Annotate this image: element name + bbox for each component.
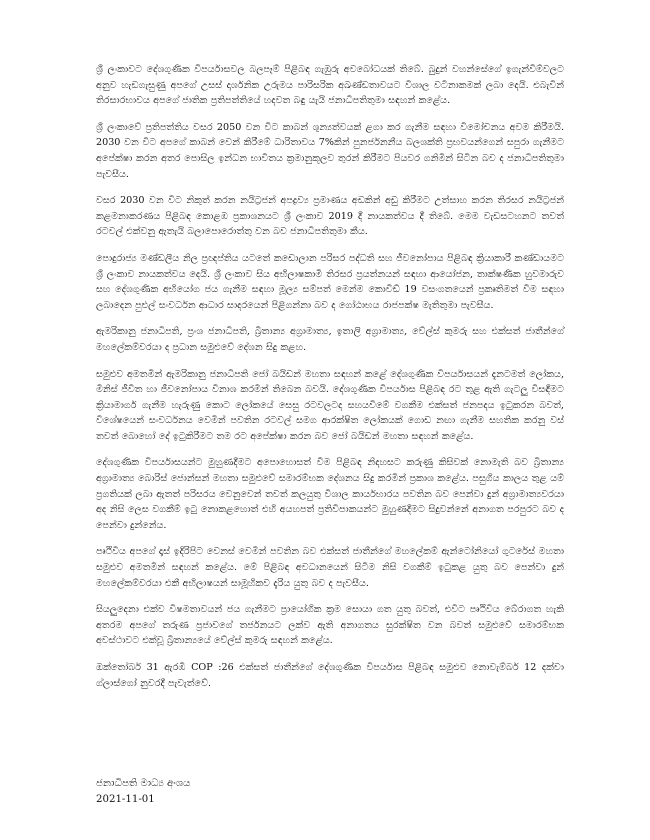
paragraph-heritage: ශ්‍රී ලංකාවට දේශගුණික විපර්යාසවල බලපෑම් පිළිබඳ ගැඹුරු අවබෝධයක් තිබේ. බුදුන් වහන්සේගේ ඉගැන්වීම්වලට අනුව හැඩගැසුණු අපගේ උසස් දාර්ශනික උරුමය පාරිසරික අඛණ්ඩතාවයට විශාල වටිනාකමක් ලබා දෙයි. එබැවින් තිරසාරභාවය අපගේ ජාතික ප්‍රතිපත්තියේ හදවත බඳු යැයි ජනාධිපතිතුමා සඳහන් කළේය.: [96, 64, 564, 107]
paragraph-johnson: දේශගුණික විපර්යාසයන්ට මුහුණදීමට අපොහොසත් වීම පිළිබඳ නිදහසට කරුණු කිසිවක් නොමැති බව බ්‍රිතාන්‍ය අග්‍රාමාත්‍ය බොරිස් ජොන්සන් මහතා සමුළුවේ සමාරම්භක දේශනය සිදු කරමින් ප්‍රකාශ කළේය. පසුගිය කාලය තුළ යම් ප්‍රගතියක් ලබා ඇතත් පරිසරය වෙනුවෙන් තවත් කලයුතු විශාල කාර්යභාරය පවතින බව පෙන්වා දුන් අග්‍රාමාත්‍යවරයා අද නිසි ලෙස වගකීම් ඉටු නොකළහොත් එහි අයහපත් ප්‍රතිවිපාකයන්ට මුහුණදීමට සිදුවන්නේ අනාගත පරපුරට බව ද පෙන්වා දුන්නේය.: [96, 457, 564, 531]
signature-date: 2021-11-01: [96, 793, 155, 805]
paragraph-nitrogen: වසර 2030 වන විට නිකුත් කරන නයිට්‍රජන් අපද්‍රව්‍ය ප්‍රමාණය අඩකින් අඩු කිරීමට උත්සාහ කරන තිරසර නයිට්‍රජන් කළමනාකරණය පිළිබඳ කොළඹ ප්‍රකාශනයට ශ්‍රී ලංකාව 2019 දී නායකත්වය දී තිබේ. මෙම වැඩසටහනට තවත් රටවල් එක්වනු ඇතැයි බලාපොරොත්තු වන බව ජනාධිපතිතුමා කීය.: [96, 195, 564, 238]
paragraph-cop26: ඔක්තෝබර් 31 ඇරඹි COP :26 එක්සත් ජාතීන්ගේ දේශගුණික විපර්යාස පිළිබඳ සමුළුව නොවැම්බර් 12 දක්වා ග්ලාස්ගෝ නුවරදී පැවැත්වේ.: [96, 662, 564, 689]
paragraph-carbon-neutrality: ශ්‍රී ලංකාවේ ප්‍රතිපත්තිය වසර 2050 වන විට කාබන් ශුන්‍යත්වයක් ළගා කර ගැනීම සඳහා විමෝචනය අවම කිරීමයි. 2030 වන විට අපගේ කාබන් වෙන් කිරීමේ ධාරිතාවය 7%කින් පුනර්ජනනීය බලශක්ති ප්‍රභවයන්ගෙන් සපුරා ගැනීමට අපේක්ෂා කරන අතර පොසිල ඉන්ධන භාවිතය ක්‍රමානුකූලව තුරන් කිරීමට පියවර ගනිමින් සිටින බව ද ජනාධිපතිතුමා පැවසීය.: [96, 121, 564, 180]
paragraph-mangroves: පොදුරාජ්‍ය මණ්ඩලීය නිල ප්‍රඥප්තිය යටතේ කඩොලාන පරිසර පද්ධති සහ ජීවනෝපාය පිළිබඳ ක්‍රියාකාරී කණ්ඩායමට ශ්‍රී ලංකාව නායකත්වය දෙයි. ශ්‍රී ලංකාව සිය අභිලාෂකාමී තිරසර ප්‍රයත්නයන් සඳහා ආයෝජන, තාක්ෂණික හුවමාරුව සහ දේශගුණික අභියෝග ජය ගැනීම සඳහා මූල්‍ය සම්පත් මෙන්ම කොවිඩ් 19 වසංගතයෙන් ප්‍රකෘතිමත් වීම සඳහා ලබාදෙන පුළුල් සංවර්ධන ආධාර සාදරයෙන් පිළිගන්නා බව ද ගෝඨාභය රාජපක්ෂ මැතිතුමා පැවසීය.: [96, 252, 564, 311]
document-body: [96, 62, 564, 702]
paragraph-speakers: ඇමරිකානු ජනාධිපති, ප්‍රංශ ජනාධිපති, බ්‍රිතාන්‍ය අග්‍රාමාත්‍ය, ඉතාලි අග්‍රාමාත්‍ය, වේල්ස් කුමරු සහ එක්සත් ජාතීන්ගේ මහලේකම්වරයා ද ප්‍රධාන සමුළුවේ දේශන සිදු කළහ.: [96, 326, 564, 353]
paragraph-biden: සමුළුව අමතමින් ඇමරිකානු ජනාධිපති ජෝ බයිඩන් මහතා සඳහන් කළේ දේශගුණික විපර්යාසයන් දැනටමත් ලෝකය, මිනිස් ජීවිත හා ජීවනෝපාය විනාශ කරමින් තිබෙන බවයි. දේශගුණික විපර්යාස පිළිබඳ රට තුළ ඇති ගැටලු විසඳීමට ක්‍රියාමාර්ග ගැනීම හැරුණු කොට ලෝකයේ සෙසු රටවලටද සහයවීමේ වගකීම එක්සත් ජනපදය ඉටුකරන බවත්, විශේෂයෙන් සංවර්ධනය වෙමින් පවතින රටවල් සමග ආරක්ෂිත ලෝකයක් ගොඩ නඟා ගැනීම සහතික කරනු වස් තවත් බොහෝ දේ ඉටුකිරීමට තම රට අපේක්ෂා කරන බව ජෝ බයිඩන් මහතා සඳහන් කළේය.: [96, 368, 564, 442]
signature-office: ජනාධිපති මාධ්‍ය අංශය: [96, 778, 191, 789]
signature-block: [96, 776, 190, 807]
paragraph-prince-of-wales: සියලුදෙනා එක්ව විෂමතාවයන් ජය ගැනීමට ප්‍රායෝගික ක්‍රම සොයා ගත යුතු බවත්, එවිට පෘථිවිය බේරාගත හැකි අතරම අපගේ තරුණ ප්‍රජාවගේ තර්ජනයට ලක්ව ඇති අනාගතය සුරක්ෂිත වන බවත් සමුළුවේ සමාරම්භක අවස්ථාවට එක්වූ බ්‍රිතාන්‍යයේ වේල්ස් කුමරු සඳහන් කළේය.: [96, 604, 564, 647]
paragraph-guterres: පෘථිවිය අපගේ දෑස් ඉදිරිපිට වෙනස් වෙමින් පවතින බව එක්සත් ජාතීන්ගේ මහලේකම් ඇන්ටෝනියෝ ගුටරේස් මහතා සමුළුව අමතමින් සඳහන් කළේය. මේ පිළිබඳ අවධානයෙන් සිටීම නිසි වගකීම් ඉටුකළ යුතු බව පෙන්වා දුන් මහලේකම්වරයා එකී අභිලාෂයන් සාමූහිකව දැරිය යුතු බව ද පැවසීය.: [96, 546, 564, 589]
